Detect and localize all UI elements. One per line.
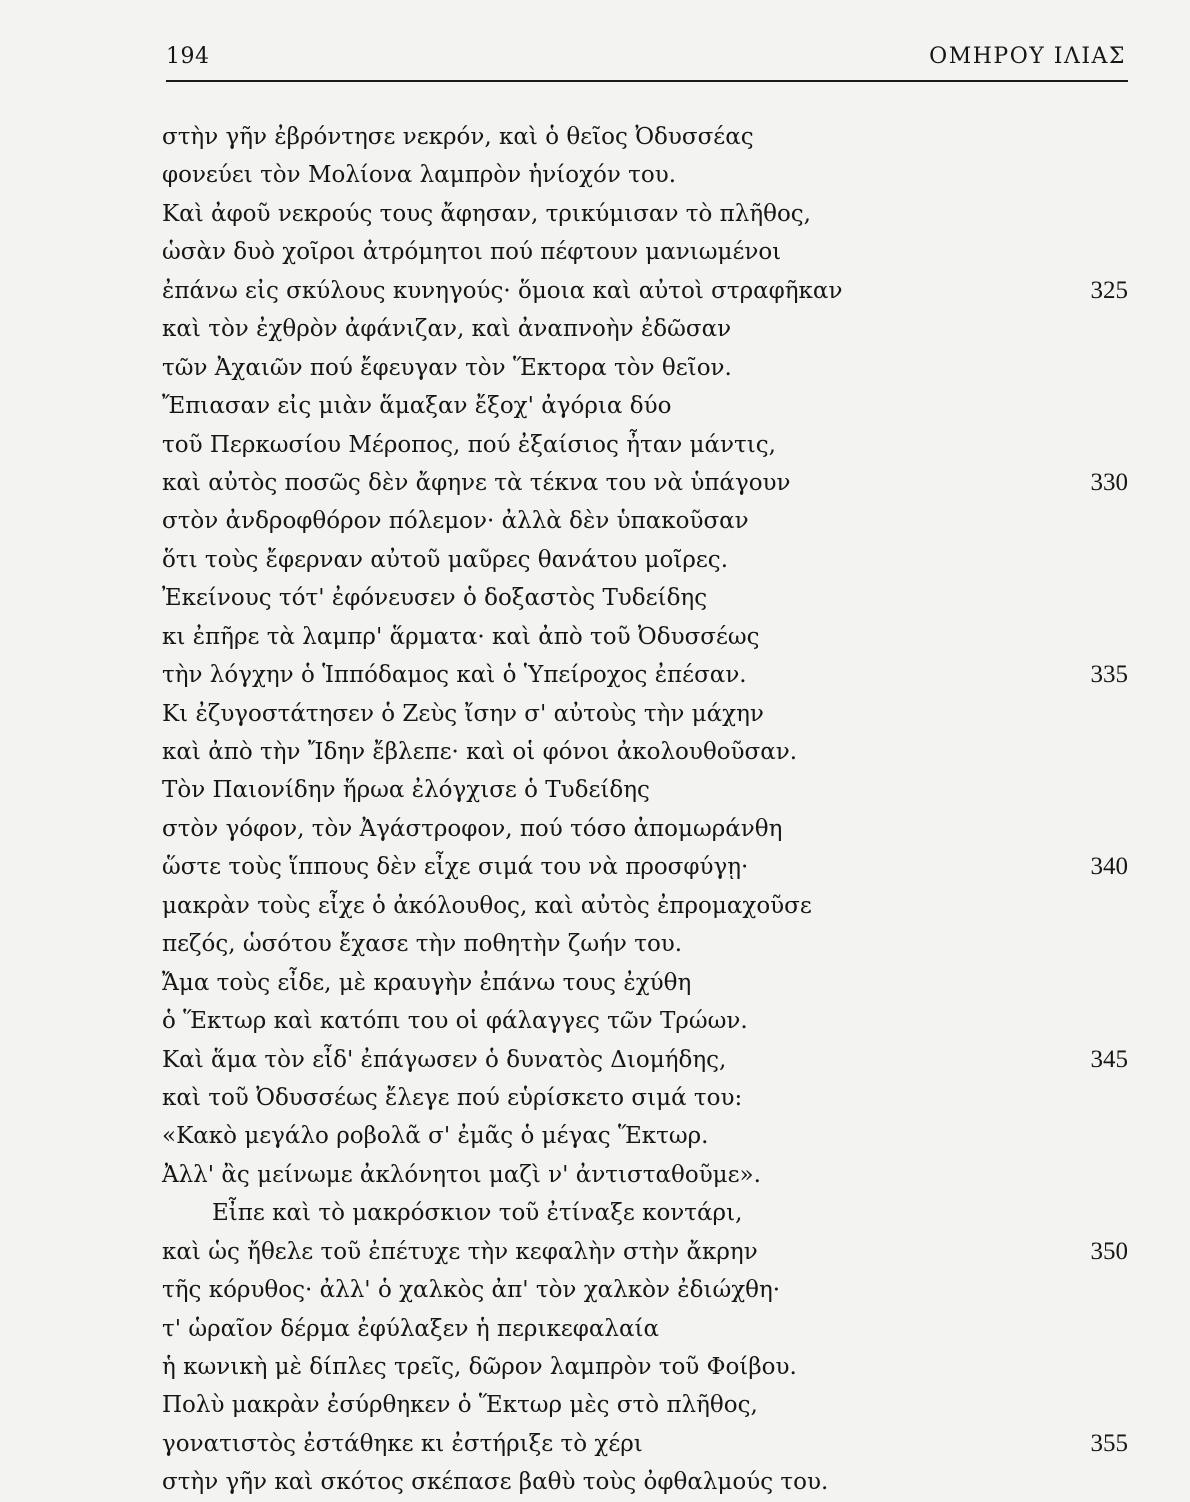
verse-block (162, 118, 1128, 1502)
line-number: 355 (1090, 1429, 1128, 1457)
verse-text: φονεύει τὸν Μολίονα λαμπρὸν ἡνίοχόν του. (162, 162, 677, 189)
verse-text: Ἀλλ' ἂς μείνωμε ἀκλόνητοι μαζὶ ν' ἀντισταθοῦμε». (162, 1161, 761, 1188)
verse-line (162, 1041, 1128, 1079)
verse-line (162, 233, 1128, 271)
verse-text: τ' ὡραῖον δέρμα ἐφύλαξεν ἡ περικεφαλαία (162, 1315, 660, 1342)
verse-text: Ἐκείνους τότ' ἐφόνευσεν ὁ δοξαστὸς Τυδείδης (162, 585, 708, 612)
verse-line (162, 272, 1128, 310)
line-number: 335 (1090, 661, 1128, 689)
verse-text: καὶ τὸν ἐχθρὸν ἀφάνιζαν, καὶ ἀναπνοὴν ἐδῶσαν (162, 316, 732, 343)
line-number: 350 (1090, 1237, 1128, 1265)
verse-line (162, 541, 1128, 579)
verse-text: κι ἐπῆρε τὰ λαμπρ' ἅρματα· καὶ ἀπὸ τοῦ Ὀδυσσέως (162, 623, 760, 650)
verse-text: πεζός, ὡσότου ἔχασε τὴν ποθητὴν ζωήν του. (162, 931, 683, 958)
verse-line (162, 771, 1128, 809)
verse-text: ὁ Ἕκτωρ καὶ κατόπι του οἱ φάλαγγες τῶν Τρώων. (162, 1008, 748, 1035)
verse-line (162, 1425, 1128, 1463)
verse-text: καὶ αὐτὸς ποσῶς δὲν ἄφηνε τὰ τέκνα του νὰ ὑπάγουν (162, 469, 791, 496)
verse-text: ἡ κωνικὴ μὲ δίπλες τρεῖς, δῶρον λαμπρὸν τοῦ Φοίβου. (162, 1354, 797, 1380)
line-number: 330 (1090, 468, 1128, 496)
verse-line (162, 464, 1128, 502)
verse-text: τῆς κόρυθος· ἀλλ' ὁ χαλκὸς ἀπ' τὸν χαλκὸν ἐδιώχθη· (162, 1277, 781, 1304)
verse-line (162, 1156, 1128, 1194)
verse-text: Ἄμα τοὺς εἶδε, μὲ κραυγὴν ἐπάνω τους ἐχύθη (162, 969, 692, 996)
verse-text: ὡσὰν δυὸ χοῖροι ἀτρόμητοι πού πέφτουν μανιωμένοι (162, 239, 782, 266)
verse-text: Τὸν Παιονίδην ἥρωα ἐλόγχισε ὁ Τυδείδης (162, 777, 650, 804)
verse-line (162, 1117, 1128, 1155)
verse-text: ὅτι τοὺς ἔφερναν αὐτοῦ μαῦρες θανάτου μοῖρες. (162, 546, 729, 573)
line-number: 340 (1090, 853, 1128, 881)
verse-line (162, 733, 1128, 771)
verse-line (162, 156, 1128, 194)
line-number: 325 (1090, 276, 1128, 304)
verse-text: Καὶ ἀφοῦ νεκρούς τους ἄφησαν, τρικύμισαν τὸ πλῆθος, (162, 200, 811, 227)
verse-text: στὸν γόφον, τὸν Ἀγάστροφον, πού τόσο ἀπομωράνθη (162, 815, 783, 842)
verse-text: στὴν γῆν ἐβρόντησε νεκρόν, καὶ ὁ θεῖος Ὀδυσσέας (162, 124, 754, 150)
verse-line (162, 1386, 1128, 1424)
verse-text: Κι ἐζυγοστάτησεν ὁ Ζεὺς ἴσην σ' αὐτοὺς τὴν μάχην (162, 700, 764, 727)
page-number: 194 (166, 44, 210, 69)
verse-text: καὶ τοῦ Ὀδυσσέως ἔλεγε πού εὑρίσκετο σιμά του: (162, 1084, 743, 1111)
verse-text: καὶ ἀπὸ τὴν Ἴδην ἔβλεπε· καὶ οἱ φόνοι ἀκολουθοῦσαν. (162, 739, 798, 765)
verse-line (162, 579, 1128, 617)
verse-line (162, 1194, 1128, 1232)
verse-line (162, 618, 1128, 656)
verse-text: μακρὰν τοὺς εἶχε ὁ ἀκόλουθος, καὶ αὐτὸς ἐπρομαχοῦσε (162, 892, 812, 919)
verse-line (162, 1310, 1128, 1348)
verse-text: τοῦ Περκωσίου Μέροπος, πού ἐξαίσιος ἦταν μάντις, (162, 431, 776, 458)
verse-line (162, 387, 1128, 425)
verse-line (162, 656, 1128, 694)
verse-line (162, 810, 1128, 848)
verse-line (162, 887, 1128, 925)
verse-line (162, 1463, 1128, 1501)
verse-line (162, 426, 1128, 464)
verse-line (162, 925, 1128, 963)
verse-line (162, 1002, 1128, 1040)
verse-line (162, 1271, 1128, 1309)
verse-text: τῶν Ἀχαιῶν πού ἔφευγαν τὸν Ἕκτορα τὸν θεῖον. (162, 354, 732, 381)
verse-line (162, 349, 1128, 387)
verse-text: Πολὺ μακρὰν ἐσύρθηκεν ὁ Ἕκτωρ μὲς στὸ πλῆθος, (162, 1392, 758, 1419)
verse-line (162, 195, 1128, 233)
verse-line (162, 695, 1128, 733)
verse-line (162, 310, 1128, 348)
verse-text: ὥστε τοὺς ἵππους δὲν εἶχε σιμά του νὰ προσφύγῃ· (162, 854, 749, 881)
verse-line (162, 1079, 1128, 1117)
verse-text: τὴν λόγχην ὁ Ἱππόδαμος καὶ ὁ Ὑπείροχος ἐπέσαν. (162, 662, 747, 689)
verse-line (162, 964, 1128, 1002)
verse-line (162, 502, 1128, 540)
verse-line (162, 1348, 1128, 1386)
verse-text: Καὶ ἅμα τὸν εἶδ' ἐπάγωσεν ὁ δυνατὸς Διομήδης, (162, 1046, 727, 1073)
verse-text: στὸν ἀνδροφθόρον πόλεμον· ἀλλὰ δὲν ὑπακοῦσαν (162, 508, 749, 535)
verse-text: στὴν γῆν καὶ σκότος σκέπασε βαθὺ τοὺς ὀφθαλμούς του. (162, 1469, 829, 1496)
verse-line (162, 1233, 1128, 1271)
line-number: 345 (1090, 1045, 1128, 1073)
verse-line (162, 118, 1128, 156)
verse-text: γονατιστὸς ἐστάθηκε κι ἐστήριξε τὸ χέρι (162, 1430, 643, 1457)
running-title: ΟΜΗΡΟΥ ΙΛΙΑΣ (929, 44, 1126, 69)
verse-text: καὶ ὡς ἤθελε τοῦ ἐπέτυχε τὴν κεφαλὴν στὴν ἄκρην (162, 1238, 758, 1265)
verse-text: ἐπάνω εἰς σκύλους κυνηγούς· ὅμοια καὶ αὐτοὶ στραφῆκαν (162, 277, 843, 304)
verse-text: Εἶπε καὶ τὸ μακρόσκιον τοῦ ἐτίναξε κοντάρι, (212, 1200, 743, 1227)
header-rule (166, 80, 1128, 82)
page-header (166, 44, 1126, 84)
verse-line (162, 848, 1128, 886)
verse-text: «Κακὸ μεγάλο ροβολᾶ σ' ἐμᾶς ὁ μέγας Ἕκτωρ. (162, 1123, 709, 1150)
verse-text: Ἔπιασαν εἰς μιὰν ἅμαξαν ἔξοχ' ἀγόρια δύο (162, 393, 672, 420)
